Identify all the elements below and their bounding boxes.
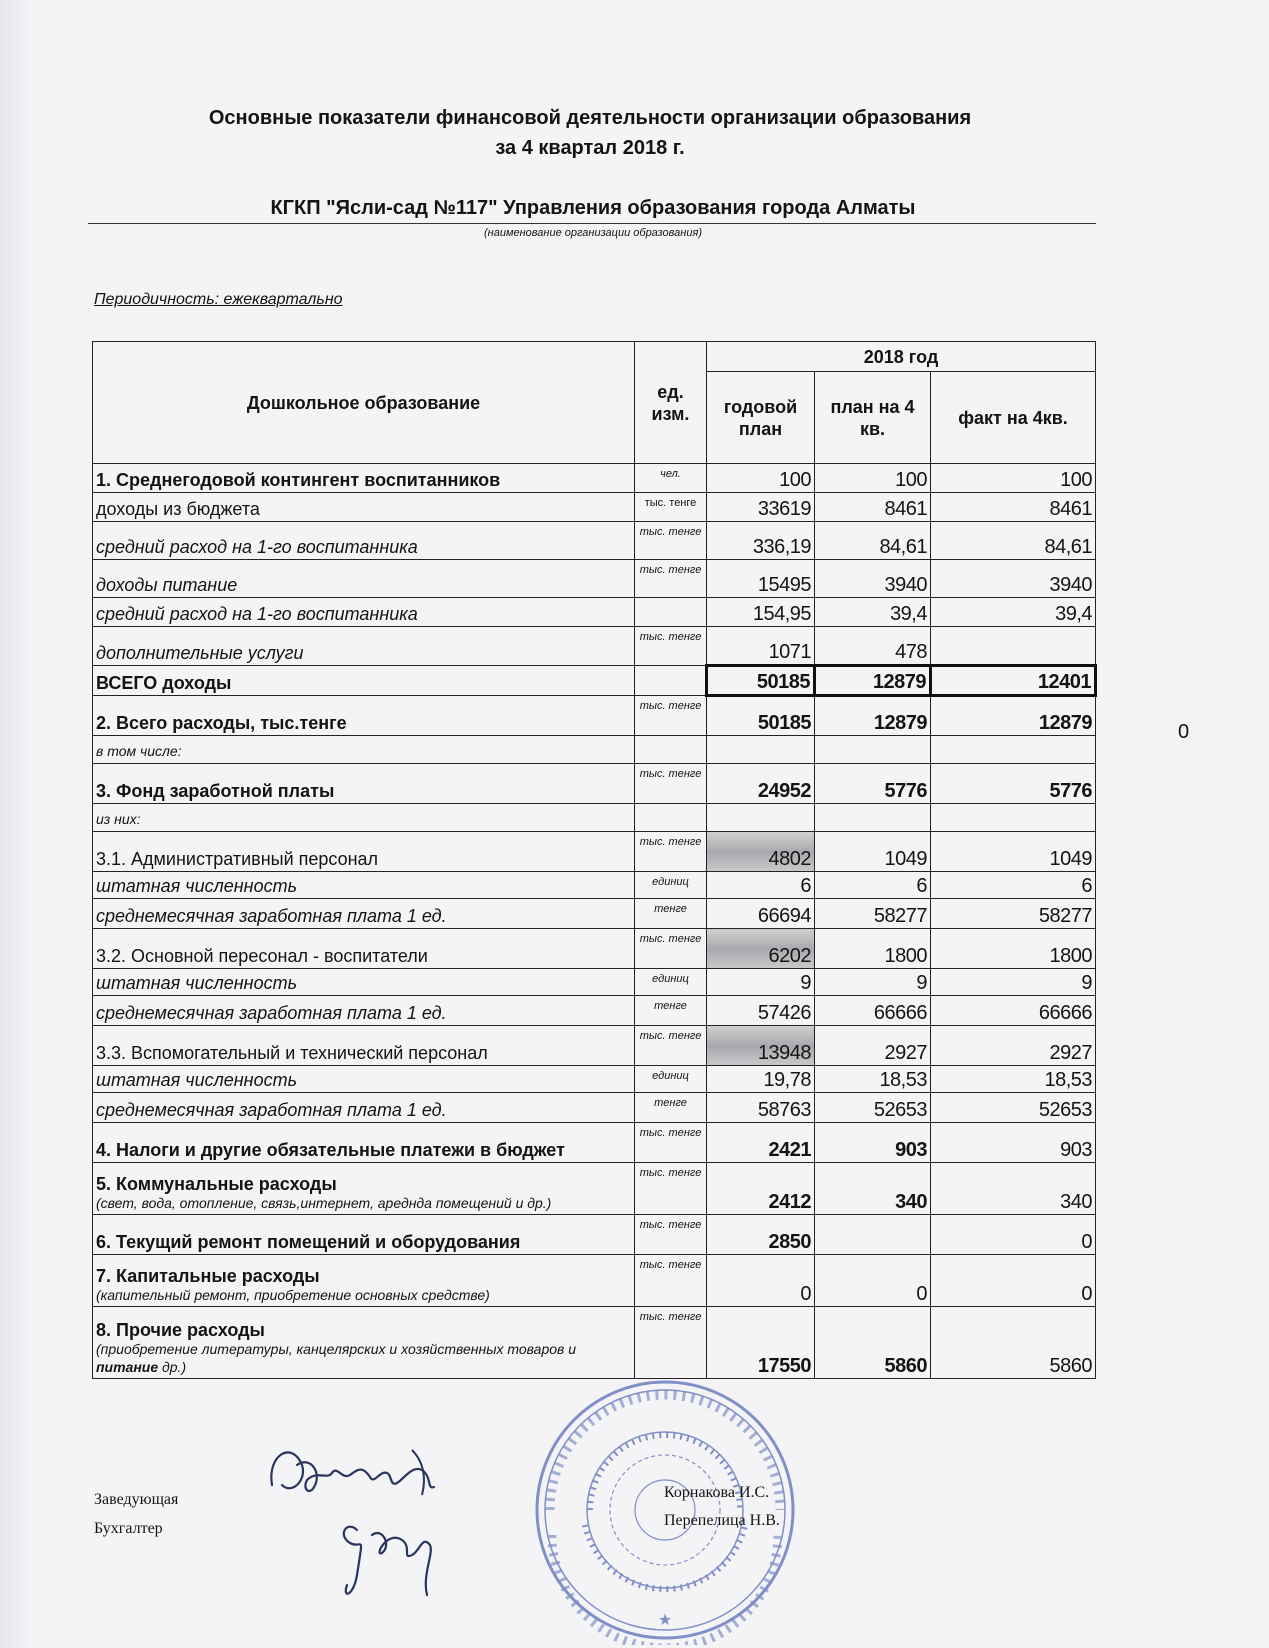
row-plan: 1049: [815, 832, 931, 872]
row-unit: [635, 666, 707, 696]
row-title: 5. Коммунальные расходы: [96, 1174, 337, 1194]
svg-text:★: ★: [657, 1610, 673, 1629]
row-plan: 3940: [815, 560, 931, 598]
row-unit: тыс. тенге: [635, 1255, 707, 1307]
row-unit: тыс. тенге: [635, 929, 707, 969]
row-annual: 2850: [707, 1215, 815, 1255]
table-row-total-income: [93, 666, 1096, 696]
page-edge: [0, 0, 32, 1648]
row-annual: 15495: [707, 560, 815, 598]
row-unit: [635, 736, 707, 764]
row-title: 8. Прочие расходы: [96, 1320, 265, 1340]
row-unit: тыс. тенге: [635, 764, 707, 804]
header-fact-q4: факт на 4кв.: [931, 372, 1096, 464]
row-annual: 0: [707, 1255, 815, 1307]
row-fact: 84,61: [931, 522, 1096, 560]
row-unit: единиц: [635, 969, 707, 996]
row-name: среднемесячная заработная плата 1 ед.: [93, 996, 635, 1026]
row-unit: единиц: [635, 872, 707, 899]
row-fact: 0: [931, 1215, 1096, 1255]
row-name: штатная численность: [93, 872, 635, 899]
organization-underline: [88, 223, 1096, 224]
table-row: [93, 1066, 1096, 1093]
table-row: [93, 493, 1096, 522]
row-plan: 12879: [815, 666, 931, 696]
row-unit: тенге: [635, 899, 707, 929]
table-row: [93, 1026, 1096, 1066]
row-subtitle-bold: питание: [96, 1359, 159, 1375]
row-unit: тыс. тенге: [635, 1123, 707, 1163]
row-fact: 12401: [931, 666, 1096, 696]
row-unit: тыс. тенге: [635, 1026, 707, 1066]
document-title: Основные показатели финансовой деятельности организации образования: [208, 107, 972, 129]
row-annual: 50185: [707, 666, 815, 696]
table-row: [93, 1123, 1096, 1163]
row-name: 6. Текущий ремонт помещений и оборудования: [93, 1215, 635, 1255]
row-plan: [815, 736, 931, 764]
row-fact: 3940: [931, 560, 1096, 598]
handwritten-signatures: [262, 1435, 462, 1605]
row-subtitle: (капительный ремонт, приобретение основных средстве): [96, 1287, 490, 1303]
row-fact: 100: [931, 464, 1096, 493]
row-fact: 5860: [931, 1307, 1096, 1379]
row-plan: 100: [815, 464, 931, 493]
row-name: [93, 1307, 635, 1379]
row-name: среднемесячная заработная плата 1 ед.: [93, 1093, 635, 1123]
row-plan: 5776: [815, 764, 931, 804]
row-annual: 13948: [707, 1026, 815, 1066]
table-row: [93, 1093, 1096, 1123]
row-unit: тыс. тенге: [635, 522, 707, 560]
head-label: Заведующая: [94, 1491, 179, 1508]
row-name: 3.3. Вспомогательный и технический персонал: [93, 1026, 635, 1066]
table-row: [93, 598, 1096, 627]
row-annual: 57426: [707, 996, 815, 1026]
row-annual: 33619: [707, 493, 815, 522]
row-unit: тыс. тенге: [635, 832, 707, 872]
row-unit: тыс. тенге: [635, 1215, 707, 1255]
row-name: средний расход на 1-го воспитанника: [93, 598, 635, 627]
row-unit: [635, 804, 707, 832]
row-unit: единиц: [635, 1066, 707, 1093]
table-row: [93, 899, 1096, 929]
side-value: 0: [1178, 721, 1190, 743]
financial-table: [92, 341, 1097, 1379]
row-fact: 6: [931, 872, 1096, 899]
accountant-name: Перепелица Н.В.: [664, 1512, 780, 1529]
row-plan: 39,4: [815, 598, 931, 627]
row-plan: 2927: [815, 1026, 931, 1066]
row-unit: [635, 598, 707, 627]
row-name: дополнительные услуги: [93, 627, 635, 666]
row-unit: тенге: [635, 996, 707, 1026]
row-name: 1. Среднегодовой контингент воспитанников: [93, 464, 635, 493]
row-plan: 903: [815, 1123, 931, 1163]
table-row: [93, 1307, 1096, 1379]
table-row: [93, 1255, 1096, 1307]
table-row: [93, 969, 1096, 996]
header-annual-plan: годовой план: [707, 372, 815, 464]
row-plan: 12879: [815, 696, 931, 736]
row-fact: [931, 627, 1096, 666]
row-name: 3.1. Административный персонал: [93, 832, 635, 872]
table-header-row-1: [93, 342, 1096, 372]
row-plan: 84,61: [815, 522, 931, 560]
accountant-label: Бухгалтер: [94, 1520, 163, 1537]
row-annual: 17550: [707, 1307, 815, 1379]
row-subtitle-a: (приобретение литературы, канцелярских и хозяйственных товаров и: [96, 1341, 577, 1357]
row-fact: 9: [931, 969, 1096, 996]
row-fact: 52653: [931, 1093, 1096, 1123]
row-name: из них:: [93, 804, 635, 832]
row-unit: тыс. тенге: [635, 1163, 707, 1215]
table-row: [93, 832, 1096, 872]
table-row: [93, 764, 1096, 804]
table-row: [93, 872, 1096, 899]
row-name: в том числе:: [93, 736, 635, 764]
row-fact: 340: [931, 1163, 1096, 1215]
row-unit: чел.: [635, 464, 707, 493]
head-name: Корнакова И.С.: [664, 1484, 770, 1501]
row-annual: 24952: [707, 764, 815, 804]
table-row: [93, 1215, 1096, 1255]
row-fact: 5776: [931, 764, 1096, 804]
row-plan: 1800: [815, 929, 931, 969]
row-plan: 0: [815, 1255, 931, 1307]
row-annual: 50185: [707, 696, 815, 736]
organization-caption: (наименование организации образования): [484, 227, 702, 239]
table-row: [93, 736, 1096, 764]
document-period: за 4 квартал 2018 г.: [495, 137, 685, 159]
row-plan: 5860: [815, 1307, 931, 1379]
row-fact: 903: [931, 1123, 1096, 1163]
row-name: 3. Фонд заработной платы: [93, 764, 635, 804]
organization-name: КГКП "Ясли-сад №117" Управления образования города Алматы: [270, 197, 916, 219]
row-annual: 2421: [707, 1123, 815, 1163]
row-subtitle: (свет, вода, отопление, связь,интернет, ареднда помещений и др.): [96, 1195, 552, 1211]
row-fact: 0: [931, 1255, 1096, 1307]
row-unit: тыс. тенге: [635, 627, 707, 666]
row-name: 3.2. Основной пересонал - воспитатели: [93, 929, 635, 969]
header-unit: ед. изм.: [635, 342, 707, 464]
row-fact: 39,4: [931, 598, 1096, 627]
row-name: 4. Налоги и другие обязательные платежи в бюджет: [93, 1123, 635, 1163]
header-category: Дошкольное образование: [93, 342, 635, 464]
row-name: среднемесячная заработная плата 1 ед.: [93, 899, 635, 929]
table-row: [93, 804, 1096, 832]
row-annual: 6202: [707, 929, 815, 969]
row-fact: 18,53: [931, 1066, 1096, 1093]
row-name: штатная численность: [93, 969, 635, 996]
row-plan: 340: [815, 1163, 931, 1215]
row-fact: [931, 736, 1096, 764]
row-annual: 1071: [707, 627, 815, 666]
row-annual: [707, 804, 815, 832]
row-plan: 58277: [815, 899, 931, 929]
row-annual: [707, 736, 815, 764]
table-row: [93, 929, 1096, 969]
row-unit: тыс. тенге: [635, 560, 707, 598]
row-plan: 9: [815, 969, 931, 996]
row-name: [93, 1163, 635, 1215]
row-fact: 2927: [931, 1026, 1096, 1066]
row-fact: [931, 804, 1096, 832]
row-annual: 58763: [707, 1093, 815, 1123]
row-unit: тыс. тенге: [635, 1307, 707, 1379]
row-plan: 18,53: [815, 1066, 931, 1093]
row-subtitle-rest: др.): [158, 1359, 187, 1375]
row-annual: 6: [707, 872, 815, 899]
row-plan: 6: [815, 872, 931, 899]
row-name: средний расход на 1-го воспитанника: [93, 522, 635, 560]
row-title: 7. Капитальные расходы: [96, 1266, 320, 1286]
row-annual: 336,19: [707, 522, 815, 560]
row-plan: [815, 804, 931, 832]
row-name: доходы питание: [93, 560, 635, 598]
row-annual: 4802: [707, 832, 815, 872]
row-subtitle: [96, 1340, 631, 1376]
row-fact: 66666: [931, 996, 1096, 1026]
organization-stamp: [530, 1375, 800, 1645]
table-row: [93, 627, 1096, 666]
table-row: [93, 464, 1096, 493]
row-plan: 478: [815, 627, 931, 666]
row-fact: 1049: [931, 832, 1096, 872]
row-annual: 9: [707, 969, 815, 996]
row-name: штатная численность: [93, 1066, 635, 1093]
row-unit: тенге: [635, 1093, 707, 1123]
row-fact: 58277: [931, 899, 1096, 929]
table-row: [93, 560, 1096, 598]
row-annual: 66694: [707, 899, 815, 929]
row-unit: тыс. тенге: [635, 493, 707, 522]
row-plan: 8461: [815, 493, 931, 522]
row-name: [93, 1255, 635, 1307]
header-year: 2018 год: [707, 342, 1096, 372]
periodicity: Периодичность: ежеквартально: [94, 291, 343, 308]
table-row: [93, 696, 1096, 736]
row-annual: 19,78: [707, 1066, 815, 1093]
table-row: [93, 1163, 1096, 1215]
row-unit: тыс. тенге: [635, 696, 707, 736]
row-name: ВСЕГО доходы: [93, 666, 635, 696]
row-name: 2. Всего расходы, тыс.тенге: [93, 696, 635, 736]
row-annual: 2412: [707, 1163, 815, 1215]
header-plan-q4: план на 4 кв.: [815, 372, 931, 464]
row-plan: 66666: [815, 996, 931, 1026]
row-annual: 154,95: [707, 598, 815, 627]
row-fact: 12879: [931, 696, 1096, 736]
row-plan: 52653: [815, 1093, 931, 1123]
row-fact: 8461: [931, 493, 1096, 522]
row-fact: 1800: [931, 929, 1096, 969]
table-row: [93, 996, 1096, 1026]
row-name: доходы из бюджета: [93, 493, 635, 522]
row-annual: 100: [707, 464, 815, 493]
table-row: [93, 522, 1096, 560]
row-plan: [815, 1215, 931, 1255]
